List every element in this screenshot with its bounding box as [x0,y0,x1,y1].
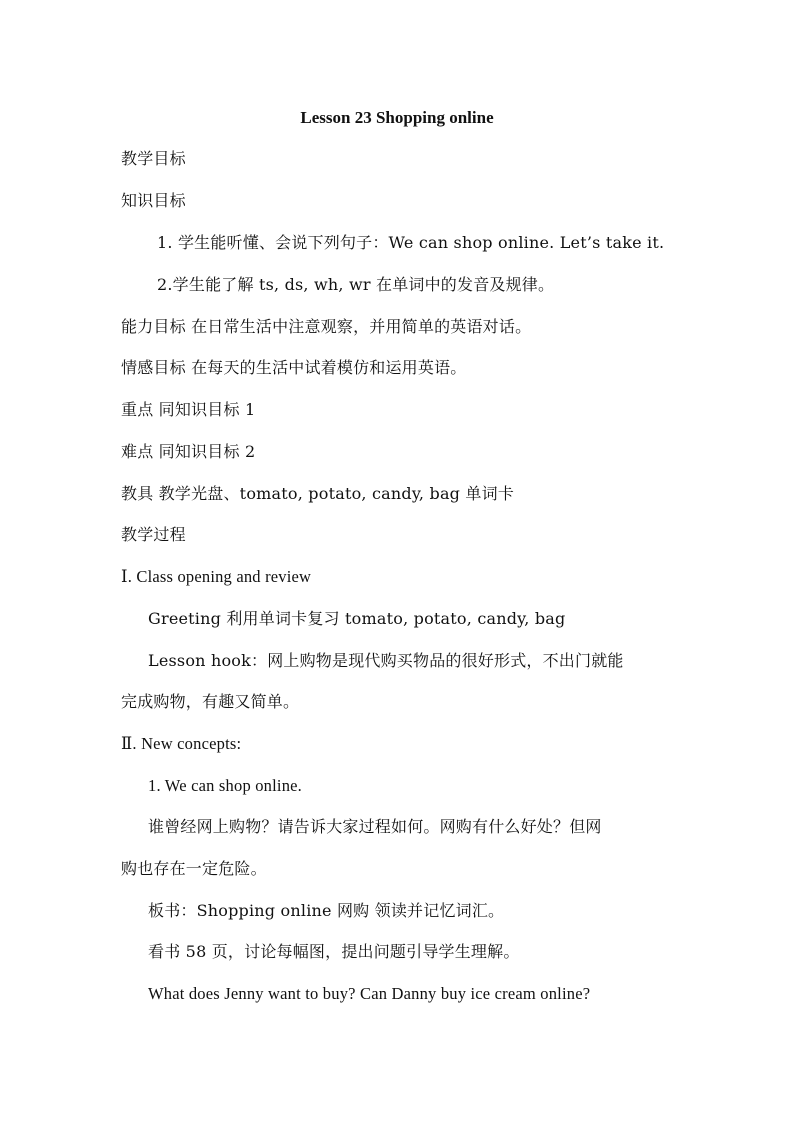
section-1-heading: Ⅰ. Class opening and review [121,567,312,586]
difficult-point: 难点 同知识目标 2 [121,442,256,461]
discussion-line-1: 谁曾经网上购物？请告诉大家过程如何。网购有什么好处？但网 [148,817,602,836]
book-page-line: 看书 58 页，讨论每幅图，提出问题引导学生理解。 [148,942,520,961]
heading-knowledge-objectives: 知识目标 [121,191,186,210]
discussion-line-2: 购也存在一定危险。 [121,859,267,878]
question-line: What does Jenny want to buy? Can Danny buy ice cream online? [148,984,591,1003]
concept-1: 1. We can shop online. [148,776,302,795]
heading-teaching-process: 教学过程 [121,525,186,544]
greeting-line: Greeting 利用单词卡复习 tomato, potato, candy, bag [148,609,566,628]
knowledge-objective-2: 2.学生能了解 ts, ds, wh, wr 在单词中的发音及规律。 [157,275,555,294]
board-writing-line: 板书：Shopping online 网购 领读并记忆词汇。 [148,901,505,920]
ability-objective: 能力目标 在日常生活中注意观察，并用简单的英语对话。 [121,317,532,336]
heading-teaching-objectives: 教学目标 [121,149,186,168]
lesson-hook-line-2: 完成购物，有趣又简单。 [121,692,300,711]
teaching-aids: 教具 教学光盘、tomato, potato, candy, bag 单词卡 [121,484,515,503]
key-point: 重点 同知识目标 1 [121,400,256,419]
section-2-heading: Ⅱ. New concepts: [121,734,242,753]
knowledge-objective-1: 1. 学生能听懂、会说下列句子：We can shop online. Let’s take it. [157,233,665,252]
lesson-title: Lesson 23 Shopping online [300,108,494,127]
emotional-objective: 情感目标 在每天的生活中试着模仿和运用英语。 [121,358,467,377]
lesson-hook-line-1: Lesson hook：网上购物是现代购买物品的很好形式，不出门就能 [148,651,624,670]
